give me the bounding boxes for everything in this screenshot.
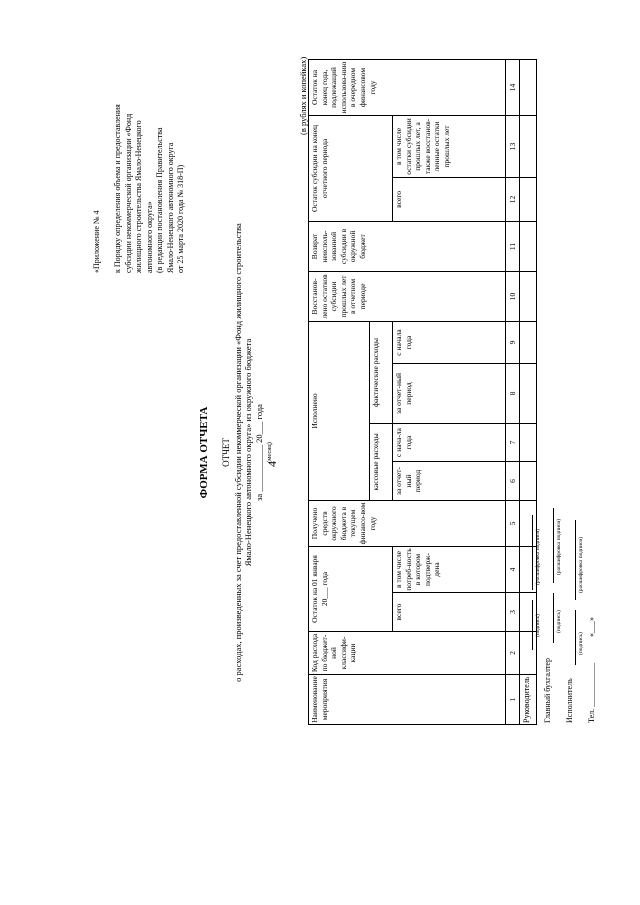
signature-line (575, 610, 576, 665)
header-executed: Исполнено (309, 321, 370, 500)
signature-line (553, 593, 554, 643)
column-numbers-row (506, 59, 520, 724)
header-actual: фактические расходы (370, 321, 393, 423)
appendix-line: к Порядку определения объема и предоставления (113, 104, 122, 273)
appendix-line: субсидии некоммерческой организации «Фонд (123, 113, 133, 273)
header-cash-ytd: с нача-ла года (393, 423, 506, 461)
header-balance-start: Остаток на 01 января 20___ года (309, 546, 393, 631)
appendix-line (103, 38, 114, 273)
col-number: 13 (506, 115, 520, 177)
decoding-caption: (расшифровка подписи) (535, 528, 541, 585)
col-number: 8 (506, 363, 520, 423)
date-mark: «___» (587, 617, 596, 637)
report-period: за ___________ 20___ года (254, 404, 264, 501)
signature-accountant-label: Главный бухгалтер (543, 658, 552, 723)
signature-caption: (подпись) (535, 614, 541, 637)
header-incl-need: в том числе потреб-ность в котором подтверж-дена (393, 546, 506, 592)
signature-caption: (подпись) (578, 632, 584, 655)
signature-decoding-line (532, 515, 533, 590)
signature-decoding-line (553, 508, 554, 583)
col-number: 12 (506, 177, 520, 221)
header-balance-year-end: Остаток на конец года, подлежащий использова-нию в очередном финансовом году (309, 59, 506, 115)
header-name: Наименование мероприятия (309, 675, 506, 725)
col-number: 7 (506, 423, 520, 461)
col-number: 4 (506, 546, 520, 592)
appendix-line: от 25 марта 2020 года № 318-П) (176, 164, 185, 273)
appendix-line: (в редакции постановления Правительства (155, 127, 164, 273)
header-cash-period: за отчет-ный период (393, 461, 506, 500)
signature-head-label: Руководитель (522, 676, 531, 723)
col-number: 9 (506, 321, 520, 363)
col-number: 6 (506, 461, 520, 500)
form-title: ФОРМА ОТЧЕТА (198, 406, 210, 499)
decoding-caption: (расшифровка подписи) (578, 536, 584, 593)
appendix-line: жилищного строительства Ямало-Ненецкого (134, 120, 143, 273)
header-cash: кассовые расходы (370, 423, 393, 500)
header-actual-period: за отчет-ный период (393, 363, 506, 423)
appendix-line: «Приложение № 4 (92, 210, 101, 273)
signature-decoding-line (575, 520, 576, 600)
header-end-total: всего (393, 177, 506, 221)
signature-caption: (подпись) (556, 610, 562, 633)
report-subtitle-1: о расходах, произведенных за счет предоставленной субсидии некоммерческой организации «Фонд жилищного строительства (233, 223, 243, 682)
header-restored: Восстанов-лено остатков субсидии прошлых лет в отчетном периоде (309, 271, 506, 321)
unit-note: (в рублях и копейках) (298, 56, 308, 135)
header-incl-restored: в том числе остатки субсидии прошлых лет, а также восстанов-ленные остатки прошлых лет (393, 115, 506, 177)
header-balance-end: Остаток субсидии на конец отчетного периода (309, 115, 393, 221)
month-caption: (месяц) (266, 442, 273, 463)
appendix-line: Ямало-Ненецкого автономного округа (165, 142, 175, 273)
report-subtitle-2: Ямало-Ненецкого автономного округа» из окружного бюджета (243, 338, 253, 567)
col-number: 10 (506, 271, 520, 321)
signature-line (532, 600, 533, 650)
appendix-block (92, 38, 187, 273)
col-number: 5 (506, 500, 520, 546)
report-table (308, 59, 537, 725)
col-number: 3 (506, 593, 520, 632)
header-code: Код расхода по бюджет-ной классифи-кации (309, 632, 506, 675)
header-returned: Возврат неисполь-зованной субсидии в окружной бюджет (309, 221, 506, 271)
table-row (520, 59, 537, 724)
signature-executor-label: Исполнитель (565, 678, 574, 723)
col-number: 1 (506, 675, 520, 725)
report-heading: ОТЧЕТ (221, 438, 231, 467)
decoding-caption: (расшифровка подписи) (556, 518, 562, 575)
header-total: всего (393, 593, 506, 632)
header-actual-ytd: с начала года (393, 321, 506, 363)
page-number: 4 (265, 461, 279, 467)
col-number: 2 (506, 632, 520, 675)
tel-label: Тел. ___________ (587, 662, 596, 723)
col-number: 11 (506, 221, 520, 271)
appendix-line: автономного округа» (144, 201, 154, 273)
col-number: 14 (506, 59, 520, 115)
header-received: Получено средств окружного бюджета в текущем финансо-вом году (309, 500, 506, 546)
